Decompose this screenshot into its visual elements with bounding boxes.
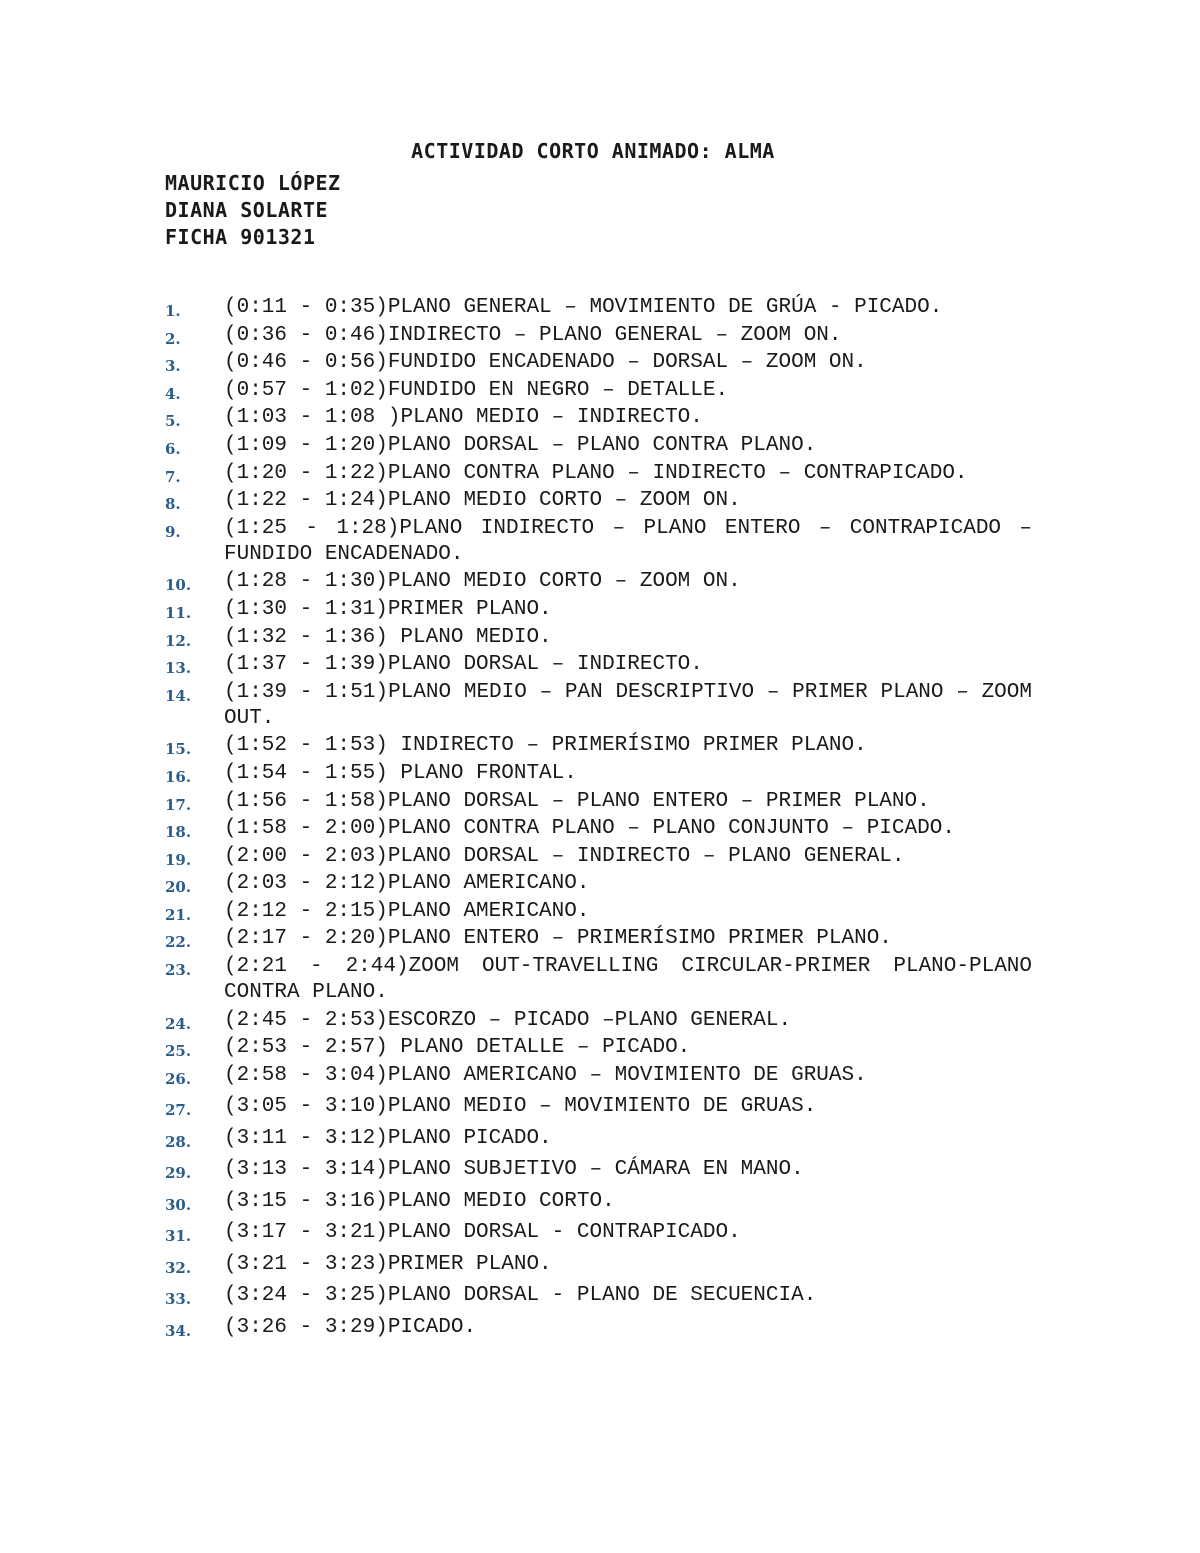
shot-timecode: (2:21 - 2:44): [224, 955, 409, 979]
shot-description: PLANO DORSAL – INDIRECTO.: [387, 653, 703, 677]
shot-item: [0, 625, 1032, 651]
shot-description: INDIRECTO – PRIMERÍSIMO PRIMER PLANO.: [387, 734, 867, 758]
author-block: [165, 170, 341, 251]
shot-item: [0, 652, 1032, 678]
list-number: 7.: [165, 467, 181, 486]
shot-timecode: (1:03 - 1:08 ): [224, 406, 401, 430]
list-number: 14.: [165, 686, 192, 705]
list-number: 3.: [165, 357, 181, 376]
shot-timecode: (3:13 - 3:14): [224, 1158, 388, 1182]
shot-timecode: (1:25 - 1:28): [224, 516, 400, 540]
list-number: 5.: [165, 412, 181, 431]
shot-timecode: (2:03 - 2:12): [224, 872, 388, 896]
list-number: 8.: [165, 495, 181, 514]
shot-item: [0, 789, 1032, 815]
list-number: 22.: [165, 933, 192, 952]
shot-description: PLANO CONTRA PLANO – INDIRECTO – CONTRAPICADO.: [387, 461, 968, 485]
shot-item: [0, 378, 1032, 404]
shot-description: PLANO CONTRA PLANO – PLANO CONJUNTO – PICADO.: [387, 817, 955, 841]
shot-item: [0, 1126, 1032, 1152]
shot-description: PLANO SUBJETIVO – CÁMARA EN MANO.: [387, 1158, 804, 1182]
shot-description: PLANO MEDIO – MOVIMIENTO DE GRUAS.: [387, 1095, 817, 1119]
shot-item: [0, 926, 1032, 952]
list-number: 10.: [165, 576, 192, 595]
shot-timecode: (1:30 - 1:31): [224, 597, 388, 621]
shot-description: PLANO AMERICANO.: [387, 872, 590, 896]
shot-timecode: (2:17 - 2:20): [224, 927, 388, 951]
shot-item: [0, 1008, 1032, 1034]
shot-item: [0, 899, 1032, 925]
shot-timecode: (3:15 - 3:16): [224, 1189, 388, 1213]
shot-item: [0, 488, 1032, 514]
list-number: 13.: [165, 659, 192, 678]
list-number: 1.: [165, 302, 181, 320]
shot-timecode: (3:26 - 3:29): [224, 1315, 388, 1339]
shot-description: FUNDIDO EN NEGRO – DETALLE.: [387, 378, 729, 402]
shot-timecode: (3:11 - 3:12): [224, 1126, 388, 1150]
shot-description: PLANO DORSAL – PLANO CONTRA PLANO.: [387, 433, 817, 457]
shot-item: [0, 816, 1032, 842]
list-number: 30.: [165, 1195, 192, 1214]
shot-item: [0, 733, 1032, 759]
shot-item: [0, 461, 1032, 487]
shot-item: [0, 1315, 1032, 1341]
list-number: 17.: [165, 795, 192, 814]
list-number: 25.: [165, 1042, 192, 1061]
list-number: 26.: [165, 1069, 192, 1088]
shot-item: [0, 1035, 1032, 1061]
shot-description: PLANO DORSAL – PLANO ENTERO – PRIMER PLANO.: [387, 789, 930, 813]
shot-description: PLANO MEDIO CORTO.: [387, 1189, 615, 1213]
shot-description: PLANO AMERICANO.: [387, 899, 590, 923]
shot-item: [0, 1283, 1032, 1309]
shot-description: PLANO MEDIO CORTO – ZOOM ON.: [387, 489, 741, 513]
shot-item: [0, 844, 1032, 870]
list-number: 24.: [165, 1014, 192, 1033]
shot-item: [0, 323, 1032, 349]
shot-item: [0, 761, 1032, 787]
shot-description: PLANO MEDIO.: [387, 625, 552, 649]
shot-timecode: (0:36 - 0:46): [224, 323, 388, 347]
shot-description: ZOOM OUT-TRAVELLING CIRCULAR-PRIMER PLANO-PLANO CONTRA PLANO.: [224, 955, 1045, 1005]
shot-timecode: (0:11 - 0:35): [224, 296, 388, 319]
shot-description: PLANO DETALLE – PICADO.: [387, 1036, 691, 1060]
shot-description: INDIRECTO – PLANO GENERAL – ZOOM ON.: [387, 323, 842, 347]
shot-timecode: (1:09 - 1:20): [224, 433, 388, 457]
shot-description: PLANO MEDIO CORTO – ZOOM ON.: [387, 570, 741, 594]
list-number: 16.: [165, 767, 192, 786]
list-number: 6.: [165, 439, 181, 458]
author-name: DIANA SOLARTE: [165, 198, 329, 222]
list-number: 11.: [165, 603, 192, 622]
shot-item: [0, 597, 1032, 623]
list-number: 4.: [165, 384, 181, 403]
shot-item: [0, 1220, 1032, 1246]
shot-item: [0, 516, 1045, 568]
shot-item: [0, 1063, 1032, 1089]
shot-description: PLANO DORSAL – INDIRECTO – PLANO GENERAL.: [387, 844, 905, 868]
shot-timecode: (1:20 - 1:22): [224, 461, 388, 485]
shot-timecode: (1:37 - 1:39): [224, 653, 388, 677]
shot-timecode: (1:32 - 1:36): [224, 625, 388, 649]
list-number: 31.: [165, 1227, 192, 1246]
shot-list: [0, 295, 1200, 1346]
shot-timecode: (0:46 - 0:56): [224, 351, 388, 375]
shot-description: PLANO GENERAL – MOVIMIENTO DE GRÚA - PICADO.: [387, 296, 943, 319]
shot-description: ESCORZO – PICADO –PLANO GENERAL.: [387, 1008, 792, 1032]
shot-timecode: (1:58 - 2:00): [224, 817, 388, 841]
list-number: 34.: [165, 1321, 192, 1340]
shot-description: PRIMER PLANO.: [387, 1252, 552, 1276]
shot-description: PLANO MEDIO – INDIRECTO.: [400, 406, 703, 430]
shot-timecode: (1:39 - 1:51): [224, 680, 389, 704]
shot-description: PLANO INDIRECTO – PLANO ENTERO – CONTRAPICADO – FUNDIDO ENCADENADO.: [224, 516, 1045, 566]
shot-item: [0, 954, 1045, 1006]
list-number: 19.: [165, 850, 192, 869]
shot-timecode: (1:54 - 1:55): [224, 761, 388, 785]
shot-description: PRIMER PLANO.: [387, 597, 552, 621]
list-number: 20.: [165, 878, 192, 897]
document-title: ACTIVIDAD CORTO ANIMADO: ALMA: [411, 139, 775, 163]
shot-timecode: (3:17 - 3:21): [224, 1221, 388, 1245]
shot-item: [0, 1157, 1032, 1183]
shot-timecode: (0:57 - 1:02): [224, 378, 388, 402]
shot-item: [0, 569, 1032, 595]
shot-timecode: (1:28 - 1:30): [224, 570, 388, 594]
list-number: 33.: [165, 1290, 192, 1309]
list-number: 29.: [165, 1164, 192, 1183]
list-number: 32.: [165, 1258, 192, 1277]
shot-description: FUNDIDO ENCADENADO – DORSAL – ZOOM ON.: [387, 351, 867, 375]
list-number: 2.: [165, 329, 181, 348]
shot-description: PLANO ENTERO – PRIMERÍSIMO PRIMER PLANO.: [387, 927, 892, 951]
shot-description: PICADO.: [387, 1315, 477, 1339]
shot-item: [0, 1189, 1032, 1215]
shot-description: PLANO AMERICANO – MOVIMIENTO DE GRUAS.: [387, 1063, 867, 1087]
shot-description: PLANO PICADO.: [387, 1126, 552, 1150]
shot-item: [0, 1094, 1032, 1120]
shot-timecode: (1:56 - 1:58): [224, 789, 388, 813]
shot-item: [0, 680, 1045, 732]
shot-description: PLANO MEDIO – PAN DESCRIPTIVO – PRIMER PLANO – ZOOM OUT.: [224, 680, 1045, 730]
shot-timecode: (3:21 - 3:23): [224, 1252, 388, 1276]
list-number: 21.: [165, 905, 192, 924]
list-number: 9.: [165, 522, 181, 541]
shot-item: [0, 295, 1032, 321]
shot-item: [0, 405, 1032, 431]
shot-timecode: (2:12 - 2:15): [224, 899, 388, 923]
list-number: 15.: [165, 740, 192, 759]
shot-item: [0, 1252, 1032, 1278]
ficha-number: FICHA 901321: [165, 225, 316, 249]
shot-item: [0, 350, 1032, 376]
list-number: 18.: [165, 823, 192, 842]
list-number: 27.: [165, 1101, 192, 1120]
list-number: 12.: [165, 631, 192, 650]
shot-timecode: (2:00 - 2:03): [224, 844, 388, 868]
shot-timecode: (1:22 - 1:24): [224, 489, 388, 513]
shot-timecode: (2:58 - 3:04): [224, 1063, 388, 1087]
shot-item: [0, 433, 1032, 459]
shot-timecode: (2:45 - 2:53): [224, 1008, 388, 1032]
shot-description: PLANO DORSAL - CONTRAPICADO.: [387, 1221, 741, 1245]
list-number: 23.: [165, 961, 192, 980]
shot-timecode: (3:24 - 3:25): [224, 1284, 388, 1308]
shot-timecode: (1:52 - 1:53): [224, 734, 388, 758]
shot-timecode: (3:05 - 3:10): [224, 1095, 388, 1119]
list-number: 28.: [165, 1132, 192, 1151]
shot-description: PLANO FRONTAL.: [387, 761, 577, 785]
shot-timecode: (2:53 - 2:57): [224, 1036, 388, 1060]
shot-item: [0, 871, 1032, 897]
shot-description: PLANO DORSAL - PLANO DE SECUENCIA.: [387, 1284, 817, 1308]
author-name: MAURICIO LÓPEZ: [165, 171, 341, 195]
